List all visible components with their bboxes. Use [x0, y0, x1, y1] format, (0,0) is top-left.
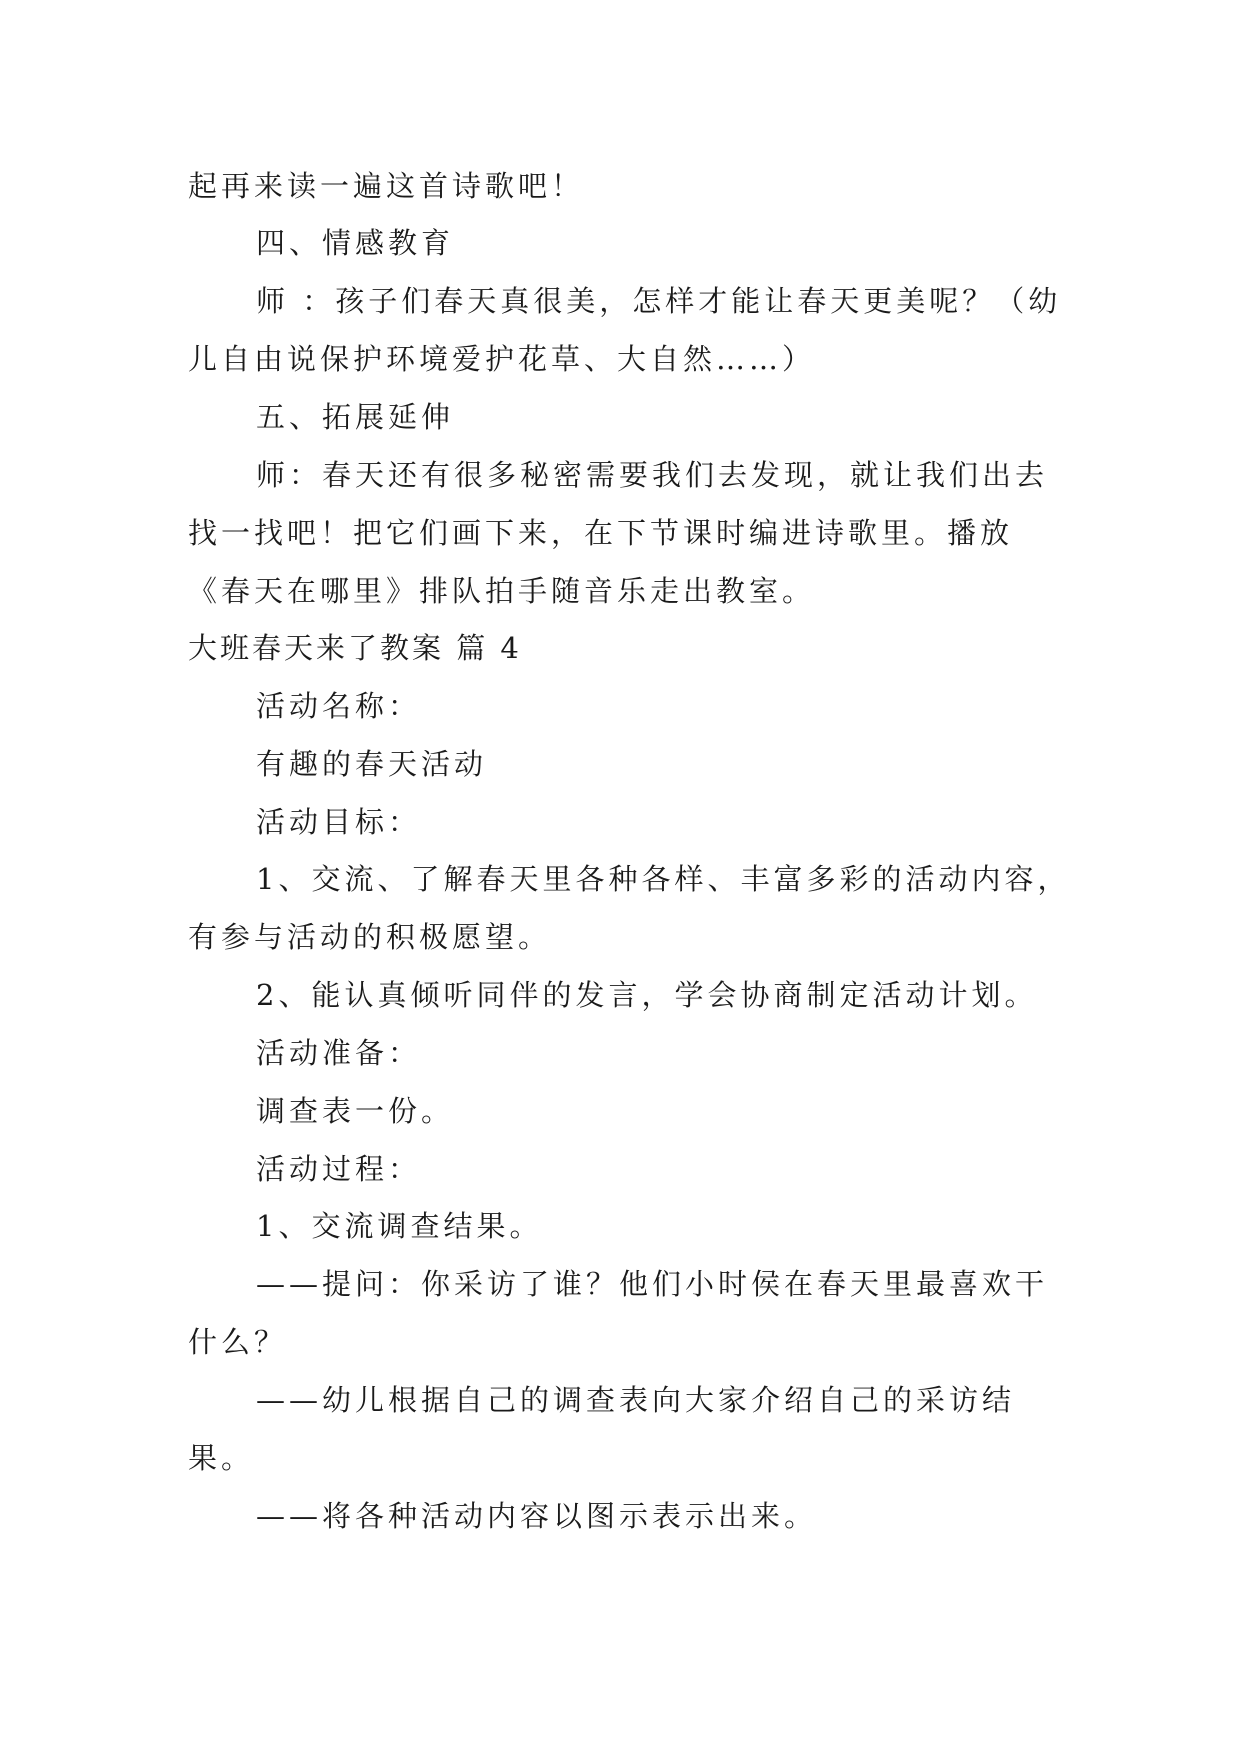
- paragraph-line: 《春天在哪里》排队拍手随音乐走出教室。: [188, 574, 816, 608]
- field-label-preparation: 活动准备：: [256, 1036, 422, 1070]
- process-step: 1、交流调查结果。: [256, 1209, 543, 1243]
- field-label-activity-name: 活动名称：: [256, 689, 422, 723]
- paragraph-line: 师 ：孩子们春天真很美，怎样才能让春天更美呢？（幼: [256, 284, 1062, 318]
- process-detail: ——提问：你采访了谁？他们小时侯在春天里最喜欢干: [256, 1267, 1049, 1301]
- paragraph-line: 师：春天还有很多秘密需要我们去发现，就让我们出去: [256, 458, 1049, 492]
- paragraph-line: 起再来读一遍这首诗歌吧！: [188, 169, 585, 203]
- goal-item: 2、能认真倾听同伴的发言，学会协商制定活动计划。: [256, 978, 1038, 1012]
- preparation-value: 调查表一份。: [256, 1094, 455, 1128]
- goal-item-continued: 有参与活动的积极愿望。: [188, 920, 552, 954]
- paragraph-line: 儿自由说保护环境爱护花草、大自然……）: [188, 342, 816, 376]
- paragraph-line: 找一找吧！把它们画下来，在下节课时编进诗歌里。播放: [188, 516, 1014, 550]
- section-heading-extension: 五、拓展延伸: [256, 400, 455, 434]
- article-title: 大班春天来了教案 篇 4: [188, 631, 522, 665]
- field-label-activity-goals: 活动目标：: [256, 805, 422, 839]
- field-label-process: 活动过程：: [256, 1152, 422, 1186]
- process-detail-continued: 什么？: [188, 1325, 288, 1359]
- process-detail-continued: 果。: [188, 1441, 255, 1475]
- process-detail: ——幼儿根据自己的调查表向大家介绍自己的采访结: [256, 1383, 1016, 1417]
- section-heading-emotional-education: 四、情感教育: [256, 226, 455, 260]
- activity-name-value: 有趣的春天活动: [256, 747, 488, 781]
- goal-item: 1、交流、了解春天里各种各样、丰富多彩的活动内容，: [256, 862, 1071, 896]
- process-detail: ——将各种活动内容以图示表示出来。: [256, 1499, 818, 1533]
